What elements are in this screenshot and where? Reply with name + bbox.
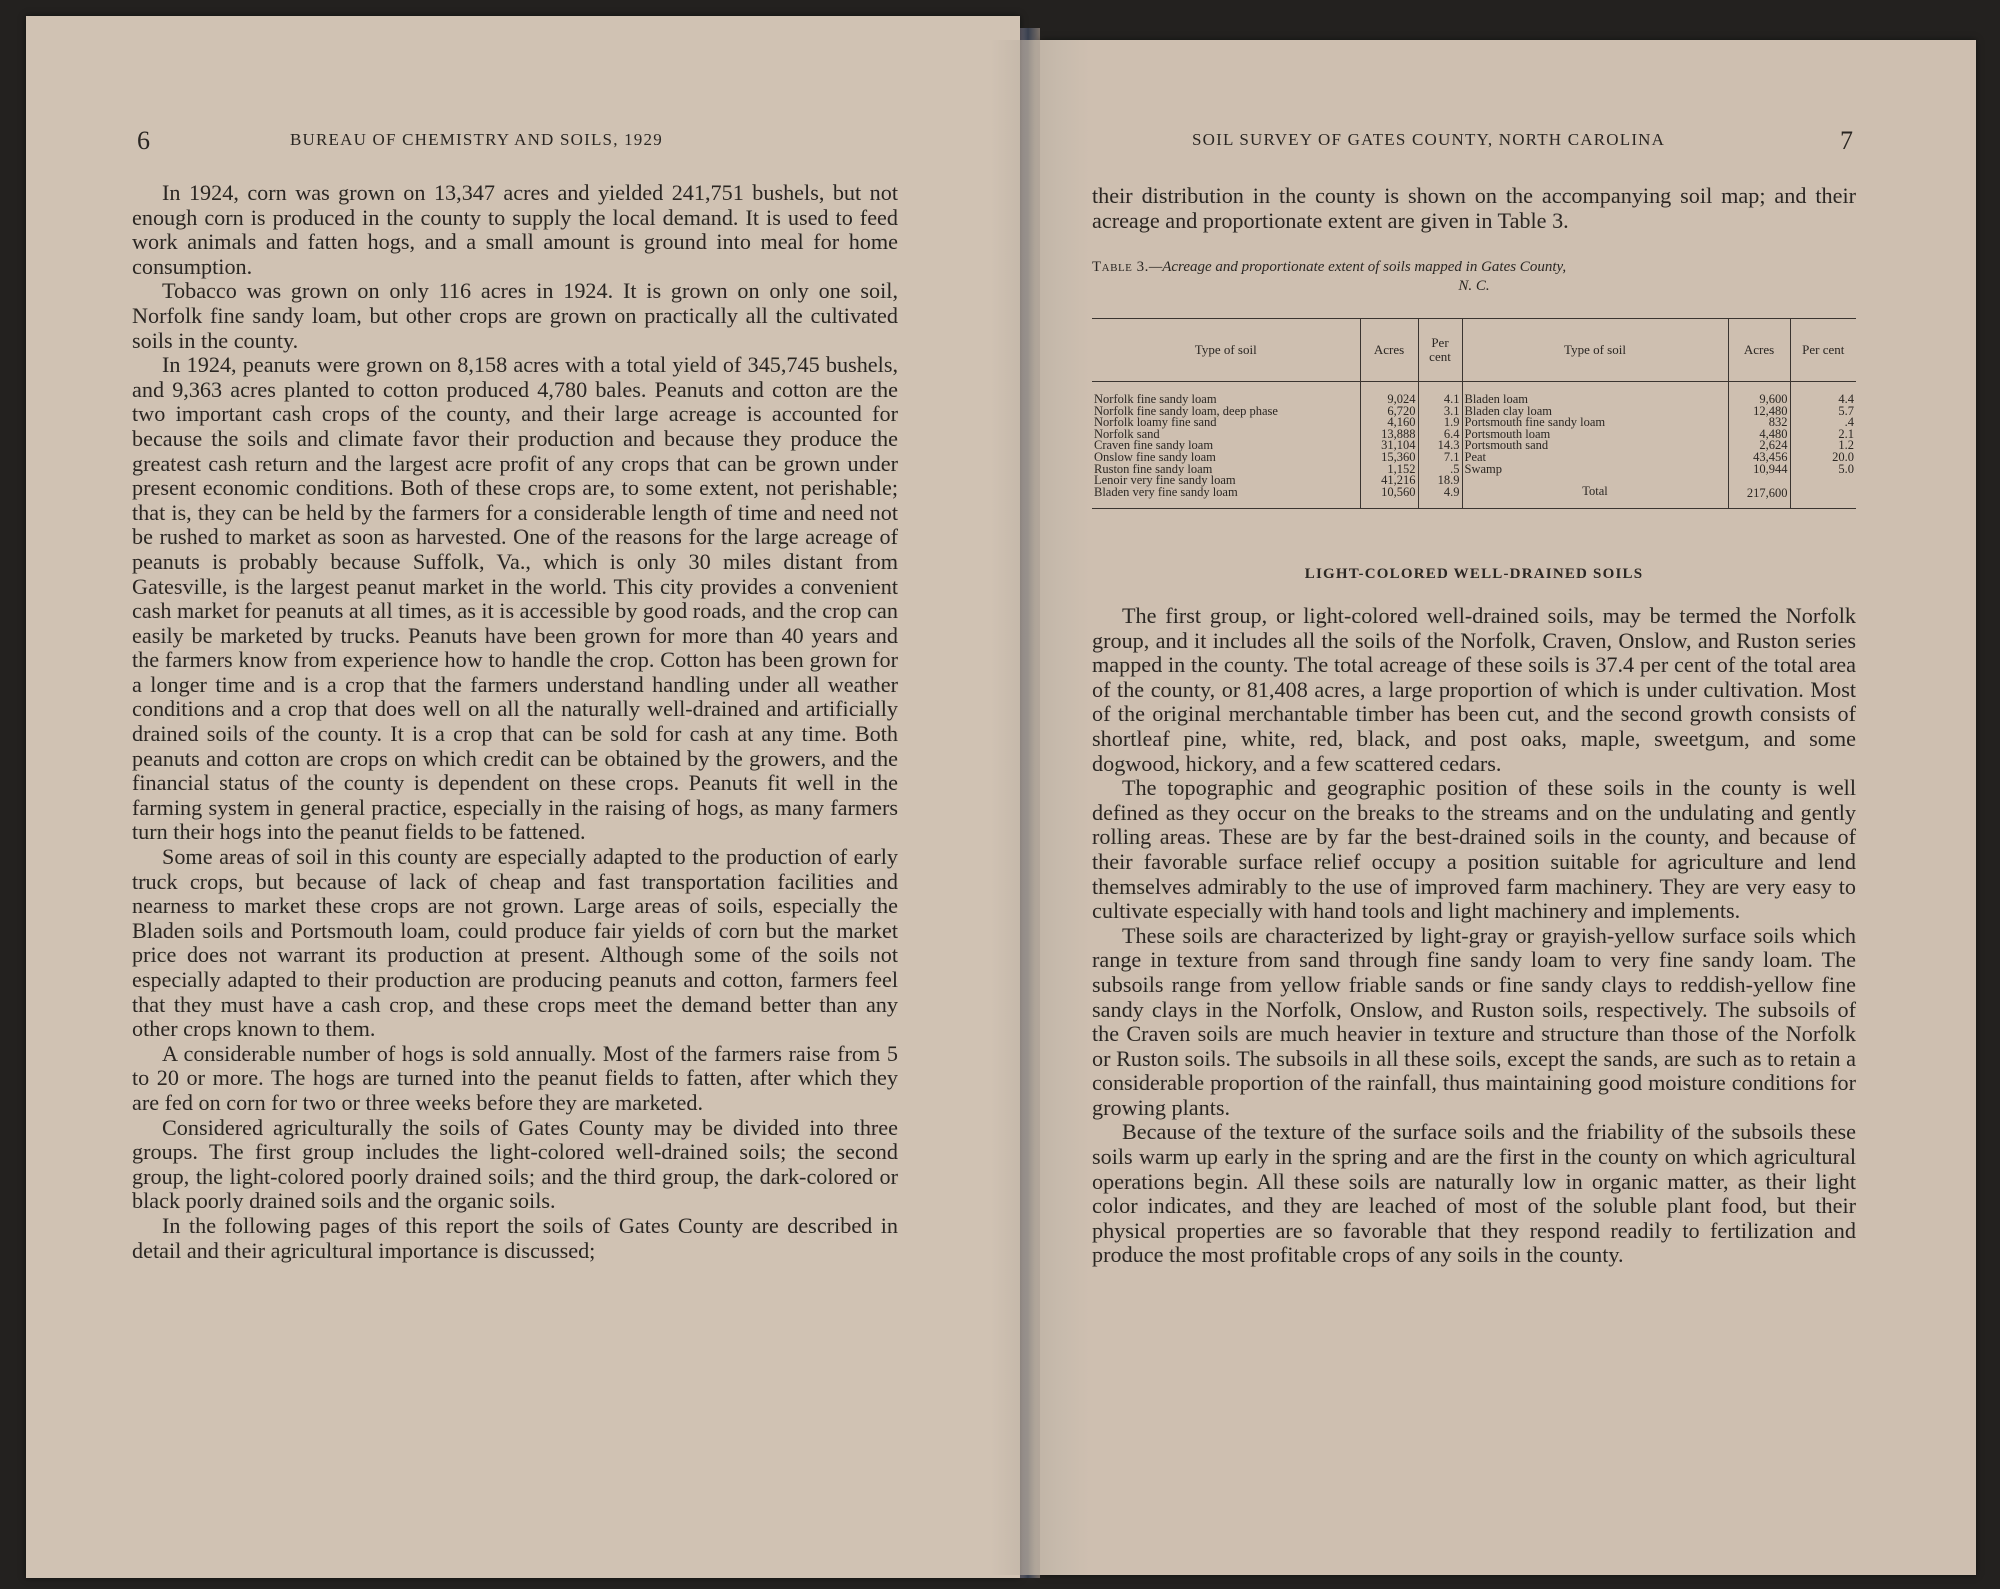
soil-name: Onslow fine sandy loam xyxy=(1094,449,1216,464)
header-acres-left: Acres xyxy=(1360,319,1418,382)
paragraph: Considered agriculturally the soils of Gates County may be divided into three groups. The first group includes the light-colored well-drained soils; the second group, the light-colored poorly drained soils; and the third group, the dark-colored or black poorly drained soils and the organic soils. xyxy=(132,1114,898,1214)
paragraph: Some areas of soil in this county are especially adapted to the production of early truck crops, but because of lack of cheap and fast transportation facilities and nearness to market these crops are not grown. Large areas of soils, especially the Bladen soils and Portsmouth loam, could produce fair yields of corn but the market price does not warrant its production at present. Although some of the soils not especially adapted to their production are producing peanuts and cotton, farmers feel that they must have a cash crop, and these crops meet the demand better than any other crops known to them. xyxy=(132,844,898,1042)
right-page-continuation xyxy=(1092,184,1856,233)
paragraph: A considerable number of hogs is sold annually. Most of the farmers raise from 5 to 20 or more. The hogs are turned into the peanut fields to fatten, after which they are fed on corn for two or three weeks before they are marketed. xyxy=(132,1040,898,1115)
header-type-left: Type of soil xyxy=(1092,319,1360,382)
soil-name: Norfolk fine sandy loam, deep phase xyxy=(1094,403,1278,418)
paragraph: The topographic and geographic position of these soils in the county is well defined as they occur on the breaks to the streams and on the undulating and gently rolling areas. These are by far the best-drained soils in the county, and because of their favorable surface relief occupy a position suitable for agriculture and lend themselves admirably to the use of improved farm machinery. They are very easy to cultivate especially with hand tools and light machinery and implements. xyxy=(1092,775,1856,924)
soil-percent: 2.1 xyxy=(1790,429,1856,441)
soil-name: Norfolk fine sandy loam xyxy=(1094,392,1217,406)
right-page-body xyxy=(1092,604,1856,1268)
paragraph: The first group, or light-colored well-drained soils, may be termed the Norfolk group, and it includes all the soils of the Norfolk, Craven, Onslow, and Ruston series mapped in the county. The total acreage of these soils is 37.4 per cent of the total area of the county, or 81,408 acres, a large proportion of which is under cultivation. Most of the original merchantable timber has been cut, and the second growth consists of shortleaf pine, white, red, black, and post oaks, maple, sweetgum, and some dogwood, hickory, and a few scattered cedars. xyxy=(1092,603,1856,776)
table-label: Table 3. xyxy=(1092,259,1149,275)
table-header-row xyxy=(1092,319,1856,382)
soil-percent: 4.9 xyxy=(1418,487,1462,509)
soil-percent: 7.1 xyxy=(1418,452,1462,464)
table-caption xyxy=(1092,258,1856,296)
soil-acres: 6,720 xyxy=(1360,406,1418,418)
soil-acres: 2,624 xyxy=(1728,440,1790,452)
table-title: —Acreage and proportionate extent of soils mapped in Gates County, xyxy=(1148,259,1567,275)
header-acres-right: Acres xyxy=(1728,319,1790,382)
soil-name: Norfolk sand xyxy=(1094,426,1160,441)
soil-acres: 9,600 xyxy=(1728,382,1790,406)
soil-acres: 13,888 xyxy=(1360,429,1418,441)
soil-acres: 4,160 xyxy=(1360,417,1418,429)
soil-percent: 4.4 xyxy=(1790,382,1856,406)
soil-percent: 1.2 xyxy=(1790,440,1856,452)
soil-acres: 4,480 xyxy=(1728,429,1790,441)
soil-percent: 3.1 xyxy=(1418,406,1462,418)
soil-name: Bladen clay loam xyxy=(1462,406,1728,418)
paragraph: In 1924, corn was grown on 13,347 acres and yielded 241,751 bushels, but not enough corn is produced in the county to supply the local demand. It is used to feed work animals and fatten hogs, and a small amount is ground into meal for home consumption. xyxy=(132,180,898,279)
total-acres: 217,600 xyxy=(1728,475,1790,509)
soil-acres: 10,560 xyxy=(1360,487,1418,509)
soil-name: Portsmouth sand xyxy=(1462,440,1728,452)
paragraph: These soils are characterized by light-gray or grayish-yellow surface soils which range in texture from sand through fine sandy loam to very fine sandy loam. The subsoils range from yellow friable sands or fine sandy clays to reddish-yellow fine sandy clays in the Norfolk, Onslow, and Ruston soils, respectively. The subsoils of the Craven soils are much heavier in texture and structure than those of the Norfolk or Ruston soils. The subsoils in all these soils, except the sands, are such as to retain a considerable proportion of the rainfall, thus maintaining good moisture conditions for growing plants. xyxy=(1092,922,1856,1120)
soil-acres: 43,456 xyxy=(1728,452,1790,464)
header-type-right: Type of soil xyxy=(1462,319,1728,382)
soil-name: Peat xyxy=(1462,452,1728,464)
soil-percent: 4.1 xyxy=(1418,382,1462,406)
paragraph: Because of the texture of the surface soils and the friability of the subsoils these soils warm up early in the spring and are the first in the county on which agricultural operations begin. All these soils are naturally low in organic matter, as their light color indicates, and they are leached of most of the soluble plant food, but their physical properties are so favorable that they respond readily to fertilization and produce the most profitable crops of any soils in the county. xyxy=(1092,1119,1856,1268)
page-fold xyxy=(990,40,1090,1575)
soil-percent: 1.9 xyxy=(1418,417,1462,429)
soil-acres: 9,024 xyxy=(1360,382,1418,406)
soil-acres: 12,480 xyxy=(1728,406,1790,418)
soils-table xyxy=(1092,318,1856,509)
soil-name: Swamp xyxy=(1462,464,1728,476)
soil-name: Portsmouth fine sandy loam xyxy=(1462,417,1728,429)
total-percent-blank xyxy=(1790,475,1856,509)
right-page-number: 7 xyxy=(1840,126,1853,155)
paragraph: their distribution in the county is shown on the accompanying soil map; and their acreage and proportionate extent are given in Table 3. xyxy=(1092,183,1856,233)
total-label: Total xyxy=(1462,475,1728,509)
table-row xyxy=(1092,382,1856,406)
paragraph: Tobacco was grown on only 116 acres in 1924. It is grown on only one soil, Norfolk fine sandy loam, but other crops are grown on practically all the cultivated soils in the county. xyxy=(132,278,898,353)
table-title-line2: N. C. xyxy=(1458,278,1490,294)
soil-percent: .4 xyxy=(1790,417,1856,429)
soil-acres: 41,216 xyxy=(1360,475,1418,487)
soil-percent: .5 xyxy=(1418,464,1462,476)
section-heading: LIGHT-COLORED WELL-DRAINED SOILS xyxy=(1304,566,1644,582)
soil-acres: 1,152 xyxy=(1360,464,1418,476)
left-running-head: BUREAU OF CHEMISTRY AND SOILS, 1929 xyxy=(290,130,663,149)
soil-percent: 6.4 xyxy=(1418,429,1462,441)
soil-percent: 14.3 xyxy=(1418,440,1462,452)
soil-name: Bladen very fine sandy loam xyxy=(1094,484,1238,499)
header-pct-left: Per cent xyxy=(1418,319,1462,382)
soil-percent: 18.9 xyxy=(1418,475,1462,487)
soil-name: Lenoir very fine sandy loam xyxy=(1094,473,1236,488)
soil-acres: 10,944 xyxy=(1728,464,1790,476)
soil-acres: 31,104 xyxy=(1360,440,1418,452)
soil-acres: 832 xyxy=(1728,417,1790,429)
soil-name: Norfolk loamy fine sand xyxy=(1094,415,1217,430)
soil-percent: 20.0 xyxy=(1790,452,1856,464)
soil-name: Bladen loam xyxy=(1462,382,1728,406)
paragraph: In 1924, peanuts were grown on 8,158 acres with a total yield of 345,745 bushels, and 9,363 acres planted to cotton produced 4,780 bales. Peanuts and cotton are the two important cash crops of the county, and their large acreage is accounted for because the soils and climate favor their production and because they produce the greatest cash return and the largest acre profit of any crops that can be grown under present economic conditions. Both of these crops are, to some extent, not perishable; that is, they can be held by the farmers for a considerable length of time and need not be rushed to market as soon as harvested. One of the reasons for the large acreage of peanuts is probably because Suffolk, Va., which is only 30 miles distant from Gatesville, is the largest peanut market in the world. This city provides a convenient cash market for peanuts at all times, as it is accessible by good roads, and the crop can easily be marketed by trucks. Peanuts have been grown for more than 40 years and the farmers know from experience how to handle the crop. Cotton has been grown for a longer time and is a crop that the farmers understand handling under all weather conditions and a crop that does well on all the naturally well-drained and artificially drained soils of the county. It is a crop that can be sold for cash at any time. Both peanuts and cotton are crops on which credit can be obtained by the growers, and the financial status of the county is dependent on these crops. Peanuts fit well in the farming system in general practice, especially in the raising of hogs, as many farmers turn their hogs into the peanut fields to be fattened. xyxy=(132,352,898,845)
soil-name: Portsmouth loam xyxy=(1462,429,1728,441)
right-running-head: SOIL SURVEY OF GATES COUNTY, NORTH CAROLINA xyxy=(1192,130,1666,149)
soil-percent: 5.0 xyxy=(1790,464,1856,476)
soil-name: Ruston fine sandy loam xyxy=(1094,461,1213,476)
soil-name: Craven fine sandy loam xyxy=(1094,438,1214,453)
soil-acres: 15,360 xyxy=(1360,452,1418,464)
soil-percent: 5.7 xyxy=(1790,406,1856,418)
left-page-body xyxy=(132,181,898,1263)
paragraph: In the following pages of this report the soils of Gates County are described in detail and their agricultural importance is discussed; xyxy=(132,1212,898,1263)
left-page-number: 6 xyxy=(137,126,150,155)
header-pct-right: Per cent xyxy=(1790,319,1856,382)
